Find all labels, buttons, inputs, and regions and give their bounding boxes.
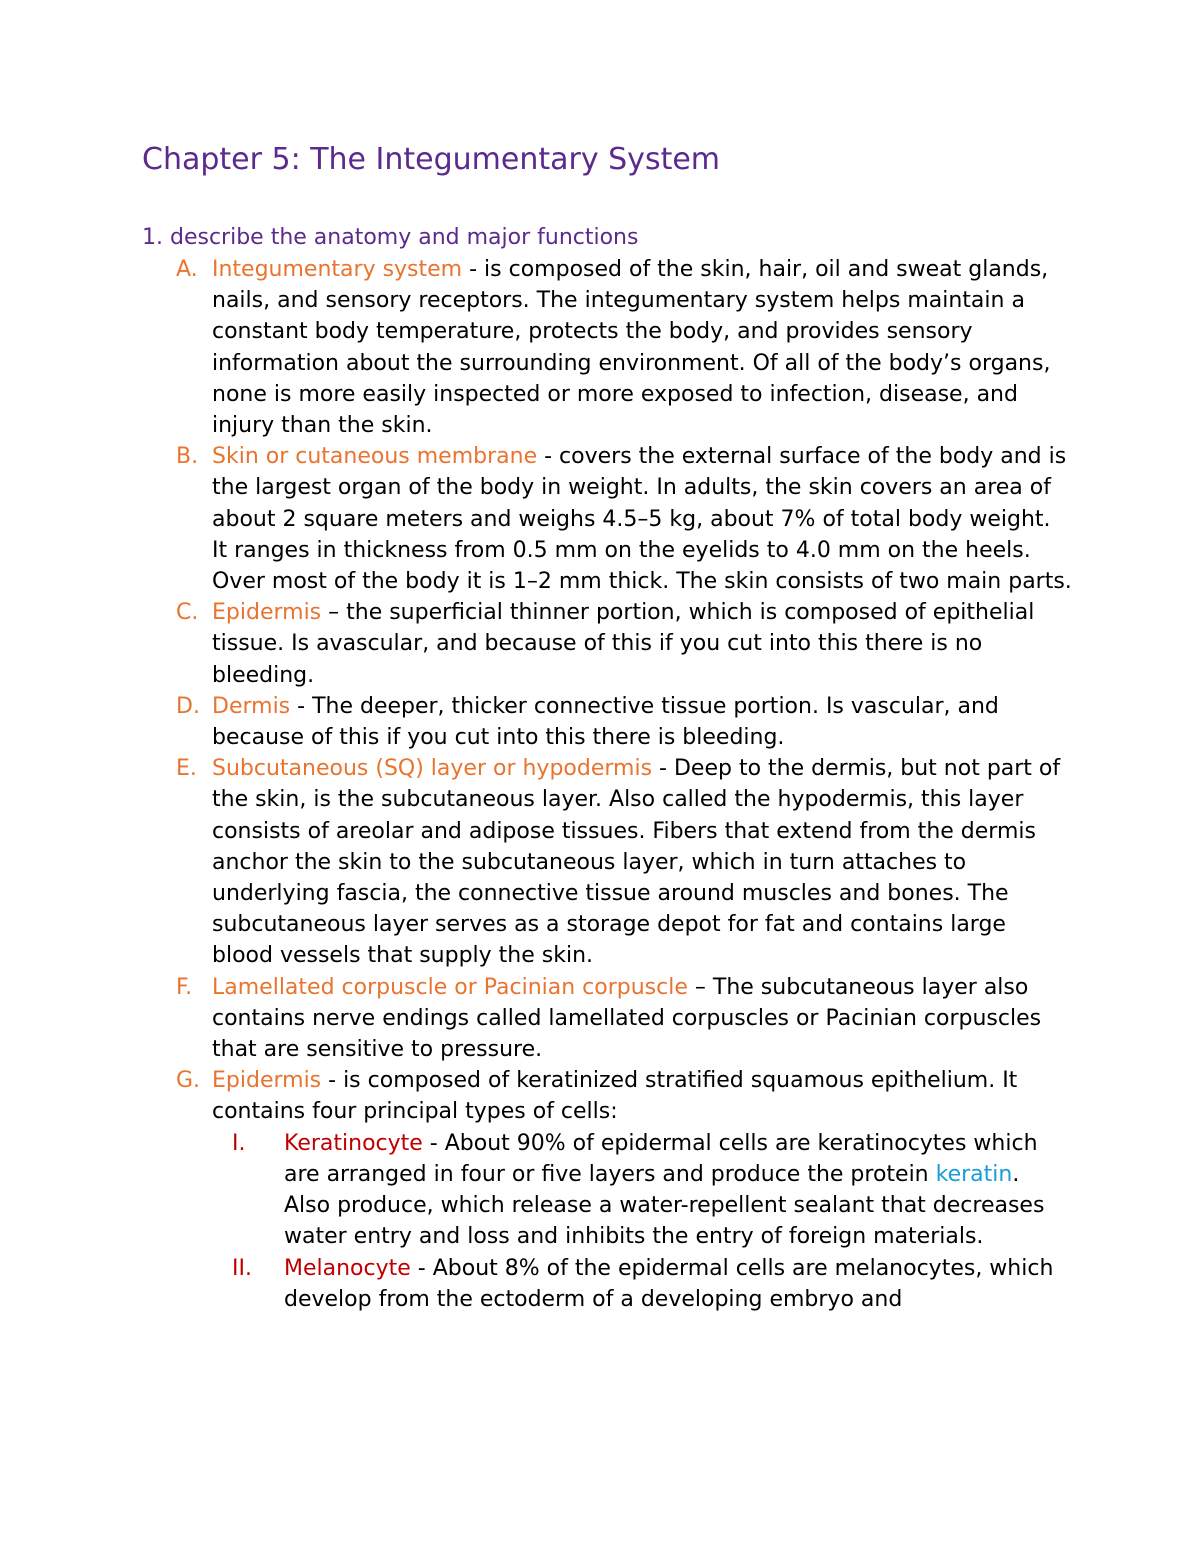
item-marker: D. bbox=[176, 693, 200, 719]
chapter-title: Chapter 5: The Integumentary System bbox=[142, 142, 721, 177]
item-term: Epidermis bbox=[212, 1068, 322, 1094]
list-item bbox=[176, 753, 1072, 971]
item-text: – the superficial thinner portion, which is composed of epithelial tissue. Is avascular, and because of this if you cut into this there is no bleeding. bbox=[212, 600, 1035, 688]
list-item bbox=[176, 597, 1072, 691]
item-marker: G. bbox=[176, 1068, 201, 1094]
list-item bbox=[176, 441, 1072, 597]
item-text: - is composed of the skin, hair, oil and sweat glands, nails, and sensory receptors. The integumentary system helps maintain a constant body temperature, protects the body, and provides sensory information about the surrounding environment. Of all of the body’s organs, none is more easily inspected or more exposed to infection, disease, and injury than the skin. bbox=[212, 257, 1051, 439]
item-term: Skin or cutaneous membrane bbox=[212, 444, 538, 470]
list-item bbox=[176, 254, 1072, 441]
sub-list-item bbox=[232, 1253, 1064, 1315]
item-text: - is composed of keratinized stratified squamous epithelium. It contains four principal types of cells: bbox=[212, 1068, 1018, 1125]
subitem-marker: II. bbox=[232, 1255, 252, 1281]
subitem-text: . Also produce, which release a water-repellent sealant that decreases water entry and loss and inhibits the entry of foreign materials. bbox=[284, 1161, 1045, 1250]
item-text: - covers the external surface of the body and is the largest organ of the body in weight. In adults, the skin covers an area of about 2 square meters and weighs 4.5–5 kg, about 7% of total body weight. It ranges in thickness from 0.5 mm on the eyelids to 4.0 mm on the heels. Over most of the body it is 1–2 mm thick. The skin consists of two main parts. bbox=[212, 444, 1072, 595]
item-term: Dermis bbox=[212, 693, 291, 719]
section-heading: 1. describe the anatomy and major functions bbox=[142, 225, 639, 250]
sub-list-item bbox=[232, 1128, 1064, 1253]
subitem-marker: I. bbox=[232, 1130, 246, 1156]
list-item bbox=[176, 972, 1072, 1066]
item-marker: F. bbox=[176, 974, 193, 1000]
item-term: Subcutaneous (SQ) layer or hypodermis bbox=[212, 756, 653, 782]
item-text: - The deeper, thicker connective tissue portion. Is vascular, and because of this if you cut into this there is bleeding. bbox=[212, 693, 999, 751]
definition-list bbox=[176, 254, 1072, 1315]
subitem-term: Melanocyte bbox=[284, 1255, 411, 1281]
item-text: - Deep to the dermis, but not part of the skin, is the subcutaneous layer. Also called the hypodermis, this layer consists of areolar and adipose tissues. Fibers that extend from the dermis anchor the skin to the subcutaneous layer, which in turn attaches to underlying fascia, the connective tissue around muscles and bones. The subcutaneous layer serves as a storage depot for fat and contains large blood vessels that supply the skin. bbox=[212, 756, 1061, 969]
item-marker: A. bbox=[176, 257, 198, 282]
item-term: Lamellated corpuscle or Pacinian corpuscle bbox=[212, 974, 688, 1000]
item-marker: C. bbox=[176, 600, 199, 626]
subitem-term: Keratinocyte bbox=[284, 1130, 423, 1156]
item-marker: E. bbox=[176, 756, 197, 782]
keratin-highlight: keratin bbox=[935, 1161, 1013, 1187]
list-item bbox=[176, 1065, 1072, 1315]
item-term: Epidermis bbox=[212, 600, 322, 626]
item-marker: B. bbox=[176, 444, 199, 470]
cell-type-list bbox=[212, 1128, 1072, 1315]
subitem-text: - About 8% of the epidermal cells are melanocytes, which develop from the ectoderm of a developing embryo and bbox=[284, 1255, 1054, 1312]
item-text: – The subcutaneous layer also contains nerve endings called lamellated corpuscles or Pacinian corpuscles that are sensitive to pressure. bbox=[212, 974, 1042, 1063]
item-term: Integumentary system bbox=[212, 257, 463, 282]
list-item bbox=[176, 691, 1072, 753]
subitem-text: - About 90% of epidermal cells are keratinocytes which are arranged in four or five layers and produce the protein bbox=[284, 1130, 1038, 1187]
